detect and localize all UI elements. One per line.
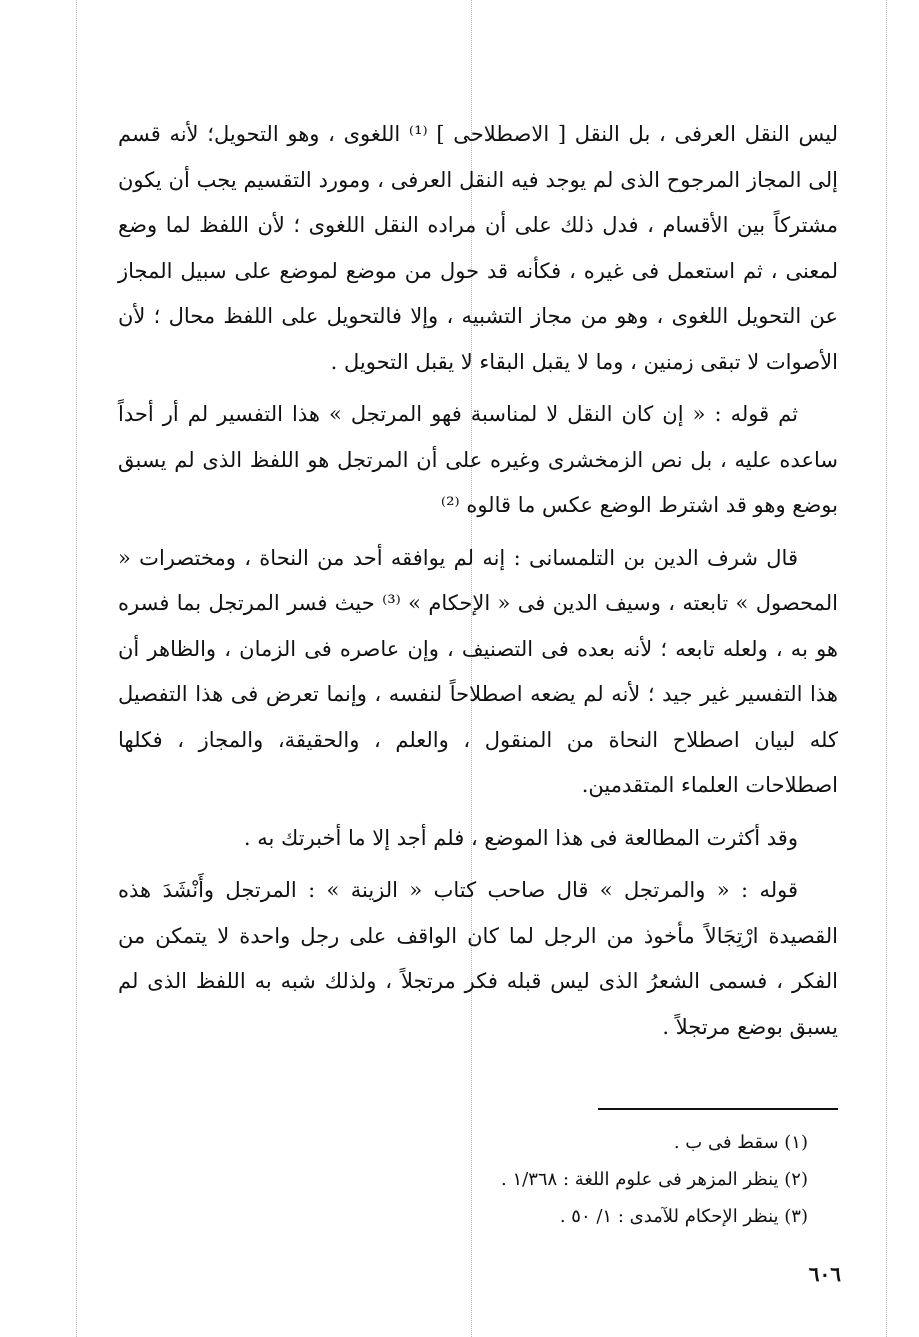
page-number: ٦٠٦ [808, 1262, 841, 1286]
margin-dotted-line-left [76, 0, 77, 1337]
text-line: يسبق بوضع وهو قد اشترط الوضع عكس ما قالوه ⁽²⁾ [118, 447, 838, 517]
text-line: القصيدة ارْتِجَالاً مأخوذ من الرجل لما كان الواقف على رجل واحدة لا يتمكن [155, 923, 838, 948]
text-line: التقسيم يجب أن يكون مشتركاً بين الأقسام ، فدل ذلك على أن مراده النقل [118, 167, 838, 237]
paragraph-5 [118, 868, 838, 1050]
text-line: اصطلاحاً لنفسه ، وإنما تعرض فى هذا التفصيل كله لبيان اصطلاح النحاة من [118, 682, 838, 752]
footnotes [118, 1124, 808, 1235]
book-page-body [118, 112, 838, 1057]
paragraph-4 [118, 816, 838, 862]
text-line: الذى لم يسبق بوضع مرتجلاً . [118, 969, 838, 1039]
text-line: المنقول ، والعلم ، والحقيقة، والمجاز ، فكلها اصطلاحات العلماء المتقدمين. [118, 727, 838, 797]
text-line: ليس النقل العرفى ، بل النقل [ الاصطلاحى ] ⁽¹⁾ اللغوى ، وهو التحويل؛ [207, 122, 839, 146]
text-line: ساعده عليه ، بل نص الزمخشرى وغيره على أن المرتجل هو اللفظ الذى لم [174, 447, 838, 472]
text-line: ومختصرات « المحصول » تابعته ، وسيف الدين فى « الإحكام » ⁽³⁾ حيث [118, 545, 838, 615]
text-line: التشبيه ، وإلا فالتحويل على اللفظ محال ؛ لأن الأصوات لا تبقى زمنين ، [118, 304, 838, 374]
text-line: ثم قوله : « إن كان النقل لا لمناسبة فهو المرتجل » هذا التفسير لم أر أحداً [118, 402, 798, 426]
text-line: عاصره فى الزمان ، والظاهر أن هذا التفسير غير جيد ؛ لأنه لم يضعه [118, 636, 838, 706]
text-line: من موضع لموضع على سبيل المجاز عن التحويل اللغوى ، وهو من مجاز [118, 258, 838, 328]
text-line: من الفكر ، فسمى الشعرُ الذى ليس قبله فكر مرتجلاً ، ولذلك شبه به اللفظ [118, 923, 838, 993]
footnote-2: (٢) ينظر المزهر فى علوم اللغة : ١/٣٦٨ . [501, 1169, 808, 1190]
text-line: وما لا يقبل البقاء لا يقبل التحويل . [330, 349, 624, 374]
text-line: فسر المرتجل بما فسره هو به ، ولعله تابعه ؛ لأنه بعده فى التصنيف ، وإن [118, 591, 838, 661]
paragraph-1 [118, 112, 838, 385]
paragraph-2 [118, 392, 838, 529]
footnote-separator [598, 1108, 838, 1110]
footnote-3: (٣) ينظر الإحكام للآمدى : ١/ ٥٠ . [559, 1206, 808, 1227]
margin-dotted-line-right [886, 0, 887, 1337]
text-line: قوله : « والمرتجل » قال صاحب كتاب « الزينة » : المرتجل وأَنْشَدَ هذه [118, 878, 798, 902]
text-line: قال شرف الدين بن التلمسانى : إنه لم يوافقه أحد من النحاة ، [244, 545, 798, 570]
text-line: وقد أكثرت المطالعة فى هذا الموضع ، فلم أجد إلا ما أخبرتك به . [243, 825, 798, 850]
footnote-1: (١) سقط فى ب . [673, 1132, 808, 1153]
paragraph-3 [118, 536, 838, 809]
text-line: اللغوى ؛ لأن اللفظ لما وضع لمعنى ، ثم استعمل فى غيره ، فكأنه قد حول [118, 213, 838, 283]
text-line: لأنه قسم إلى المجاز المرجوح الذى لم يوجد فيه النقل العرفى ، ومورد [118, 122, 838, 192]
